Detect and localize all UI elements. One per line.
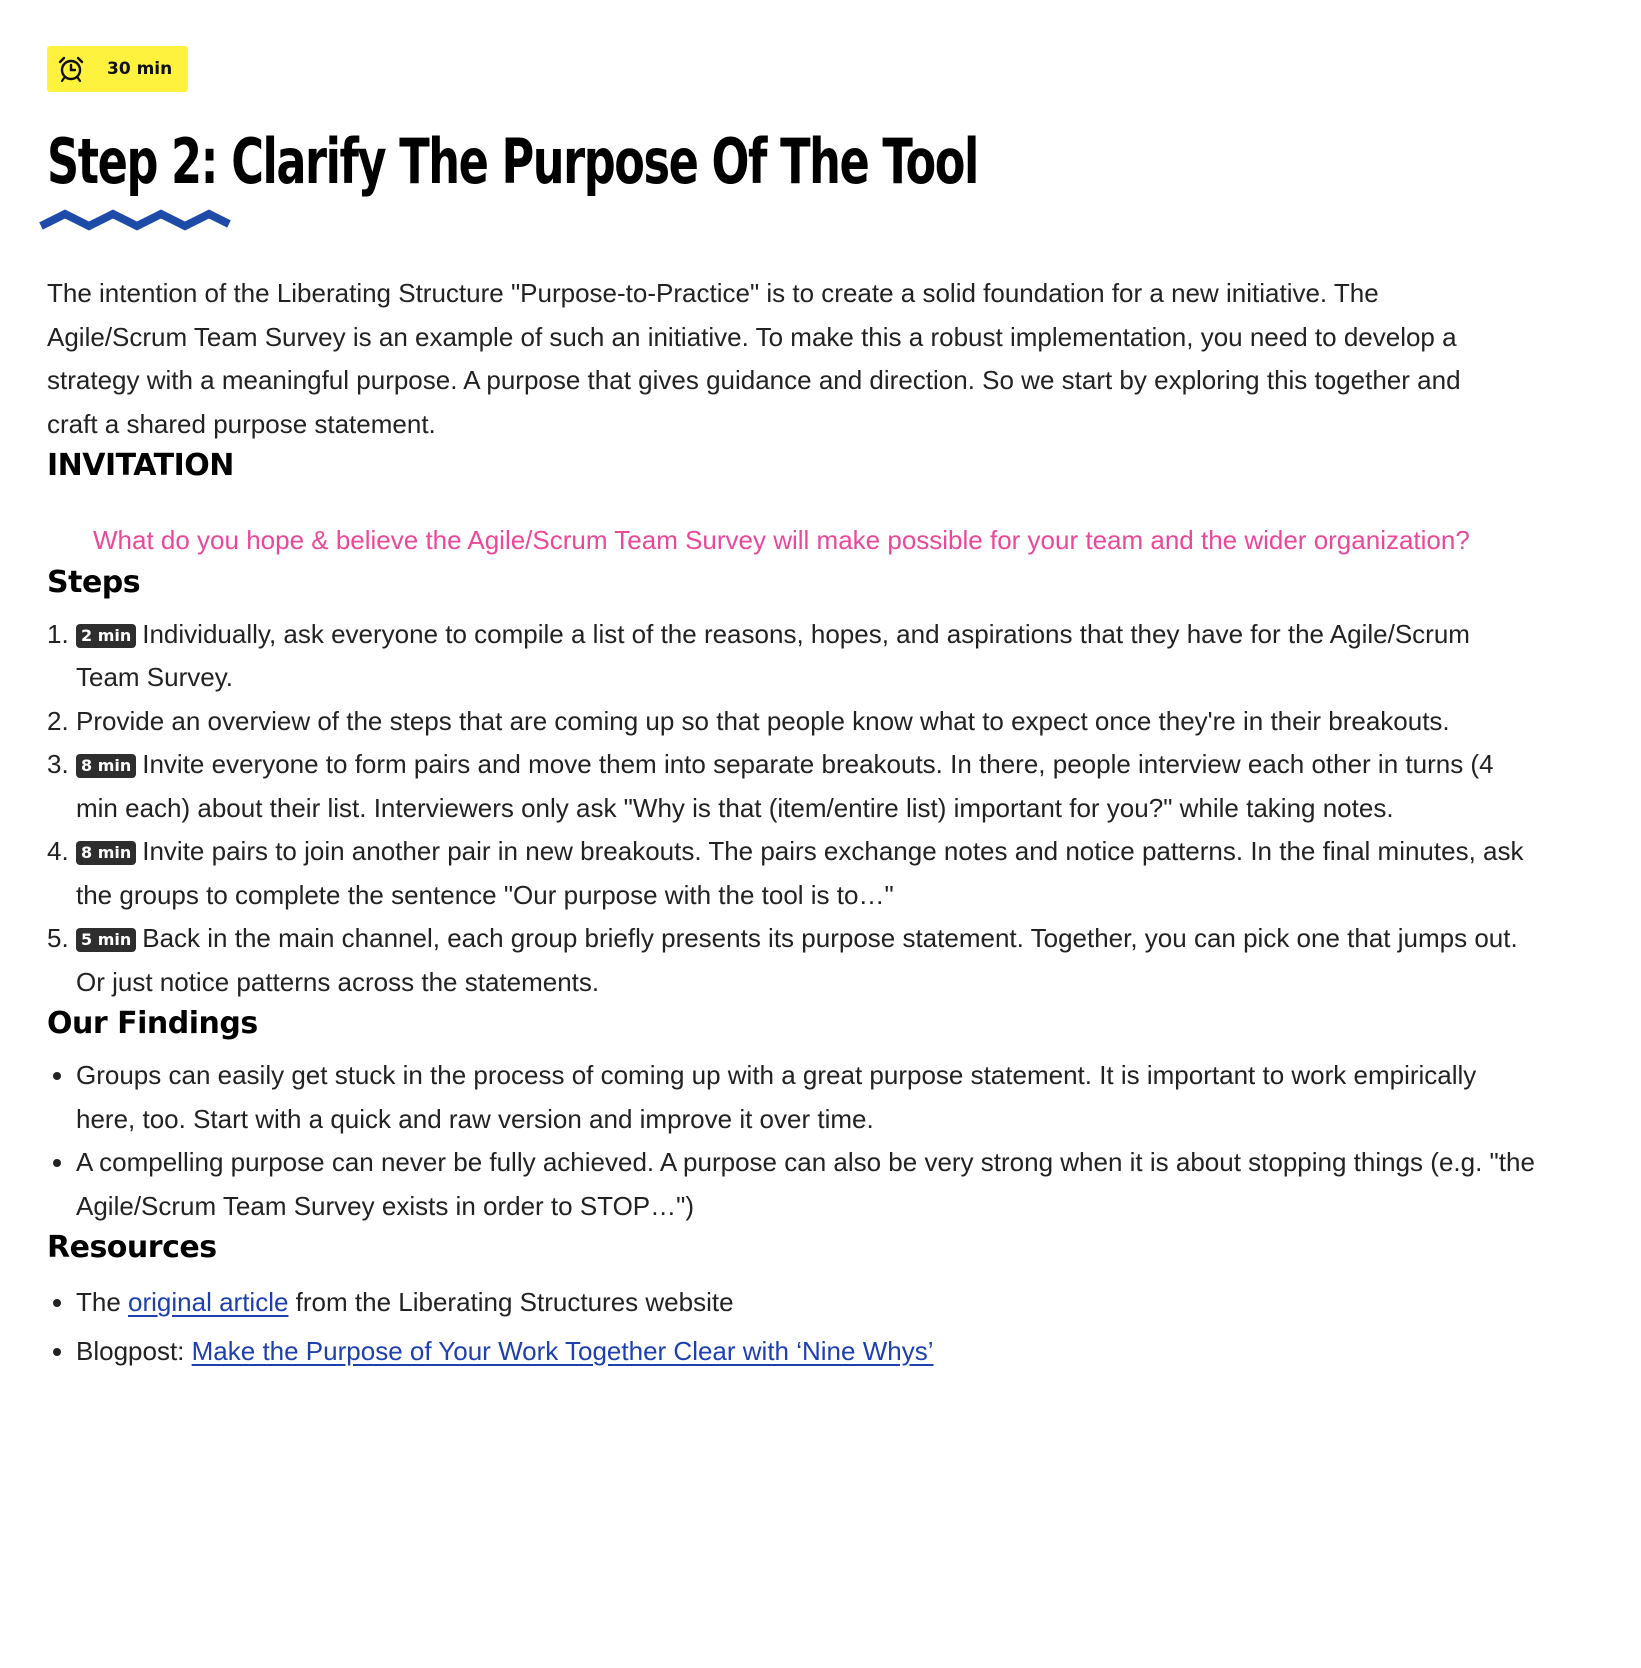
page-title: Step 2: Clarify The Purpose Of The Tool (47, 125, 978, 198)
finding-item: Groups can easily get stuck in the process of coming up with a great purpose statement. It is important to work empirically here, too. Start with a quick and raw version and improve it over time. (76, 1054, 1536, 1141)
time-badge: 2 min (76, 624, 136, 648)
resource-suffix: from the Liberating Structures website (288, 1287, 734, 1317)
steps-list (47, 613, 1536, 1005)
steps-heading: Steps (47, 564, 141, 600)
alarm-clock-icon (57, 55, 85, 83)
nine-whys-blogpost-link[interactable]: Make the Purpose of Your Work Together Clear with ‘Nine Whys’ (191, 1336, 934, 1366)
finding-item: A compelling purpose can never be fully achieved. A purpose can also be very strong when it is about stopping things (e.g. "the Agile/Scrum Team Survey exists in order to STOP…") (76, 1141, 1536, 1228)
time-badge: 5 min (76, 928, 136, 952)
findings-heading: Our Findings (47, 1006, 258, 1041)
resources-list (47, 1278, 1536, 1376)
squiggle-underline-icon (37, 204, 233, 234)
time-badge: 8 min (76, 754, 136, 778)
step-text: Provide an overview of the steps that are coming up so that people know what to expect once they're in their breakouts. (76, 705, 1450, 736)
duration-label: 30 min (107, 59, 173, 79)
invitation-question: What do you hope & believe the Agile/Scrum Team Survey will make possible for your team and the wider organization? (93, 525, 1470, 555)
resource-item (76, 1278, 1536, 1327)
step-item (76, 743, 1536, 830)
step-text: Invite everyone to form pairs and move them into separate breakouts. In there, people interview each other in turns (4 min each) about their list. Interviewers only ask "Why is that (item/entire list) important for you?" while taking notes. (76, 749, 1494, 823)
step-text: Invite pairs to join another pair in new breakouts. The pairs exchange notes and notice patterns. In the final minutes, ask the groups to complete the sentence "Our purpose with the tool is to…" (76, 836, 1524, 910)
step-text: Individually, ask everyone to compile a list of the reasons, hopes, and aspirations that they have for the Agile/Scrum Team Survey. (76, 618, 1470, 692)
duration-badge (47, 46, 188, 92)
resource-prefix: Blogpost: (76, 1336, 192, 1366)
findings-list (47, 1054, 1536, 1228)
step-item (76, 830, 1536, 917)
step-page (47, 46, 1537, 1376)
step-item (76, 700, 1536, 744)
step-item (76, 613, 1536, 700)
step-item (76, 917, 1536, 1004)
intro-paragraph: The intention of the Liberating Structure "Purpose-to-Practice" is to create a solid foundation for a new initiative. The Agile/Scrum Team Survey is an example of such an initiative. To make this a robust implementation, you need to develop a strategy with a meaningful purpose. A purpose that gives guidance and direction. So we start by exploring this together and craft a shared purpose statement. (47, 278, 1461, 439)
invitation-heading: INVITATION (47, 448, 234, 483)
original-article-link[interactable]: original article (128, 1287, 289, 1317)
step-text: Back in the main channel, each group briefly presents its purpose statement. Together, you can pick one that jumps out. Or just notice patterns across the statements. (76, 923, 1518, 997)
resource-prefix: The (76, 1287, 129, 1317)
resource-item (76, 1327, 1536, 1376)
resources-heading: Resources (47, 1230, 217, 1265)
time-badge: 8 min (76, 841, 136, 865)
